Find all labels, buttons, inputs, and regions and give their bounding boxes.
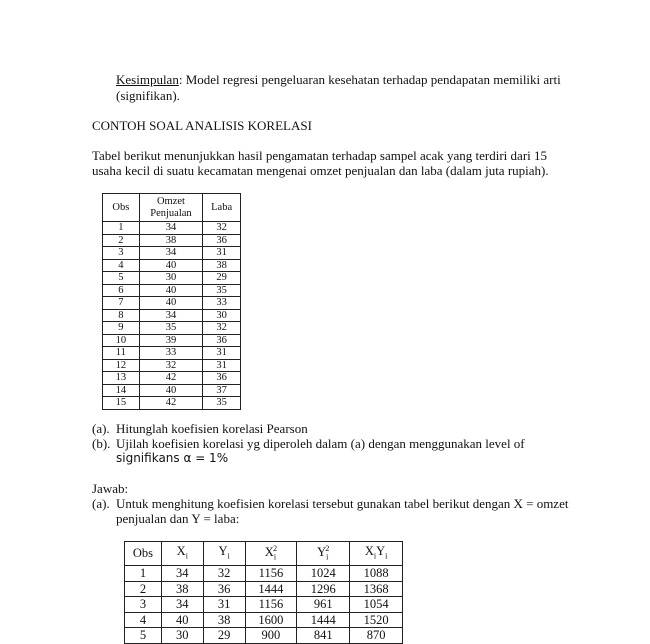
table-cell: 34 xyxy=(139,222,203,235)
table-row xyxy=(103,284,241,297)
table-row xyxy=(103,322,241,335)
table-cell: 30 xyxy=(203,309,241,322)
table-cell: 6 xyxy=(103,284,140,297)
table-row xyxy=(103,272,241,285)
table-row xyxy=(103,347,241,360)
table-cell: 1024 xyxy=(297,566,350,582)
table-row xyxy=(103,222,241,235)
table-cell: 15 xyxy=(103,397,140,410)
conclusion-label: Kesimpulan xyxy=(116,72,179,87)
header-omzet xyxy=(139,194,203,222)
table-cell: 3 xyxy=(125,597,162,613)
table-cell: 35 xyxy=(139,322,203,335)
table-cell: 1444 xyxy=(245,581,297,597)
table-cell: 1 xyxy=(103,222,140,235)
table-cell: 1368 xyxy=(350,581,403,597)
table-cell: 33 xyxy=(203,297,241,310)
table-cell: 40 xyxy=(139,284,203,297)
table-cell: 32 xyxy=(203,322,241,335)
calc-header-obs: Obs xyxy=(125,542,162,566)
table-cell: 35 xyxy=(203,397,241,410)
table-cell: 11 xyxy=(103,347,140,360)
table-row xyxy=(125,612,403,628)
table-cell: 38 xyxy=(139,234,203,247)
table-row xyxy=(125,566,403,582)
question-b-label: (b). xyxy=(92,436,111,451)
table-cell: 42 xyxy=(139,397,203,410)
table-cell: 31 xyxy=(203,347,241,360)
table-cell: 3 xyxy=(103,247,140,260)
table-cell: 34 xyxy=(161,597,203,613)
question-b-text-1: Ujilah koefisien korelasi yg diperoleh dalam (a) dengan menggunakan level of xyxy=(116,436,525,451)
table-cell: 36 xyxy=(203,234,241,247)
table-cell: 5 xyxy=(125,628,162,644)
table-cell: 39 xyxy=(139,334,203,347)
calc-table xyxy=(124,541,403,644)
table-cell: 36 xyxy=(203,372,241,385)
table-cell: 30 xyxy=(139,272,203,285)
table-cell: 32 xyxy=(203,566,245,582)
conclusion-text: : Model regresi pengeluaran kesehatan terhadap pendapatan memiliki arti xyxy=(178,72,561,87)
table-row xyxy=(125,597,403,613)
answer-label: Jawab: xyxy=(92,481,129,496)
header-laba: Laba xyxy=(203,194,241,222)
table-row xyxy=(103,334,241,347)
table-header-row xyxy=(103,194,241,222)
table-cell: 40 xyxy=(139,384,203,397)
table-row xyxy=(103,359,241,372)
table-cell: 37 xyxy=(203,384,241,397)
table-cell: 40 xyxy=(139,297,203,310)
table-cell: 33 xyxy=(139,347,203,360)
table-row xyxy=(103,259,241,272)
table-cell: 36 xyxy=(203,334,241,347)
table-cell: 14 xyxy=(103,384,140,397)
calc-header-x: $X_i$ xyxy=(161,542,203,566)
table-row xyxy=(103,397,241,410)
calc-header-y-squared: $Y_i^2$ xyxy=(297,542,350,566)
table-cell: 38 xyxy=(203,612,245,628)
question-b-text-2: signifikans α = 1% xyxy=(116,451,229,465)
calc-table-body xyxy=(125,566,403,644)
answer-a-text-1: Untuk menghitung koefisien korelasi tersebut gunakan tabel berikut dengan X = omzet xyxy=(116,496,569,511)
table-cell: 31 xyxy=(203,247,241,260)
calc-header-xy: $X_iY_i$ xyxy=(350,542,403,566)
data-table-1 xyxy=(102,193,241,410)
table-cell: 9 xyxy=(103,322,140,335)
table-cell: 1520 xyxy=(350,612,403,628)
table-cell: 1054 xyxy=(350,597,403,613)
table-cell: 29 xyxy=(203,272,241,285)
table-cell: 35 xyxy=(203,284,241,297)
table-cell: 29 xyxy=(203,628,245,644)
table-cell: 40 xyxy=(139,259,203,272)
table-cell: 2 xyxy=(125,581,162,597)
table-cell: 42 xyxy=(139,372,203,385)
intro-line-2: usaha kecil di suatu kecamatan mengenai omzet penjualan dan laba (dalam juta rupiah). xyxy=(92,163,549,178)
table-cell: 1600 xyxy=(245,612,297,628)
header-omzet-line1: Omzet xyxy=(156,196,185,207)
table-cell: 900 xyxy=(245,628,297,644)
table-cell: 4 xyxy=(125,612,162,628)
header-omzet-line2: Penjualan xyxy=(150,207,192,219)
table-cell: 38 xyxy=(161,581,203,597)
table-cell: 841 xyxy=(297,628,350,644)
table-cell: 34 xyxy=(161,566,203,582)
table-cell: 1296 xyxy=(297,581,350,597)
table-cell: 5 xyxy=(103,272,140,285)
header-obs: Obs xyxy=(103,194,140,222)
table-cell: 36 xyxy=(203,581,245,597)
table-cell: 13 xyxy=(103,372,140,385)
table-cell: 8 xyxy=(103,309,140,322)
table-cell: 961 xyxy=(297,597,350,613)
question-a-text: Hitunglah koefisien korelasi Pearson xyxy=(116,421,308,436)
question-a-label: (a). xyxy=(92,421,110,436)
table-cell: 10 xyxy=(103,334,140,347)
table-row xyxy=(103,384,241,397)
table-cell: 12 xyxy=(103,359,140,372)
answer-a-label: (a). xyxy=(92,496,110,511)
table-cell: 34 xyxy=(139,309,203,322)
table-cell: 1444 xyxy=(297,612,350,628)
answer-a-text-2: penjualan dan Y = laba: xyxy=(116,511,240,526)
table-cell: 1156 xyxy=(245,597,297,613)
table-row xyxy=(103,234,241,247)
table-cell: 32 xyxy=(139,359,203,372)
table-cell: 30 xyxy=(161,628,203,644)
table-row xyxy=(103,309,241,322)
table-cell: 7 xyxy=(103,297,140,310)
table-1-body xyxy=(103,222,241,410)
table-cell: 31 xyxy=(203,597,245,613)
table-cell: 31 xyxy=(203,359,241,372)
table-row xyxy=(125,581,403,597)
table-row xyxy=(103,247,241,260)
section-heading: CONTOH SOAL ANALISIS KORELASI xyxy=(92,118,312,133)
table-row xyxy=(103,372,241,385)
table-cell: 1156 xyxy=(245,566,297,582)
calc-header-row xyxy=(125,542,403,566)
conclusion-line-2: (signifikan). xyxy=(116,88,180,103)
table-cell: 32 xyxy=(203,222,241,235)
calc-header-y: $Y_i$ xyxy=(203,542,245,566)
table-cell: 4 xyxy=(103,259,140,272)
table-row xyxy=(103,297,241,310)
conclusion-line xyxy=(116,72,561,87)
table-cell: 40 xyxy=(161,612,203,628)
table-cell: 34 xyxy=(139,247,203,260)
table-cell: 38 xyxy=(203,259,241,272)
table-cell: 1 xyxy=(125,566,162,582)
intro-line-1: Tabel berikut menunjukkan hasil pengamatan terhadap sampel acak yang terdiri dari 15 xyxy=(92,148,548,163)
calc-header-x-squared: $X_i^2$ xyxy=(245,542,297,566)
table-cell: 870 xyxy=(350,628,403,644)
table-cell: 2 xyxy=(103,234,140,247)
table-cell: 1088 xyxy=(350,566,403,582)
